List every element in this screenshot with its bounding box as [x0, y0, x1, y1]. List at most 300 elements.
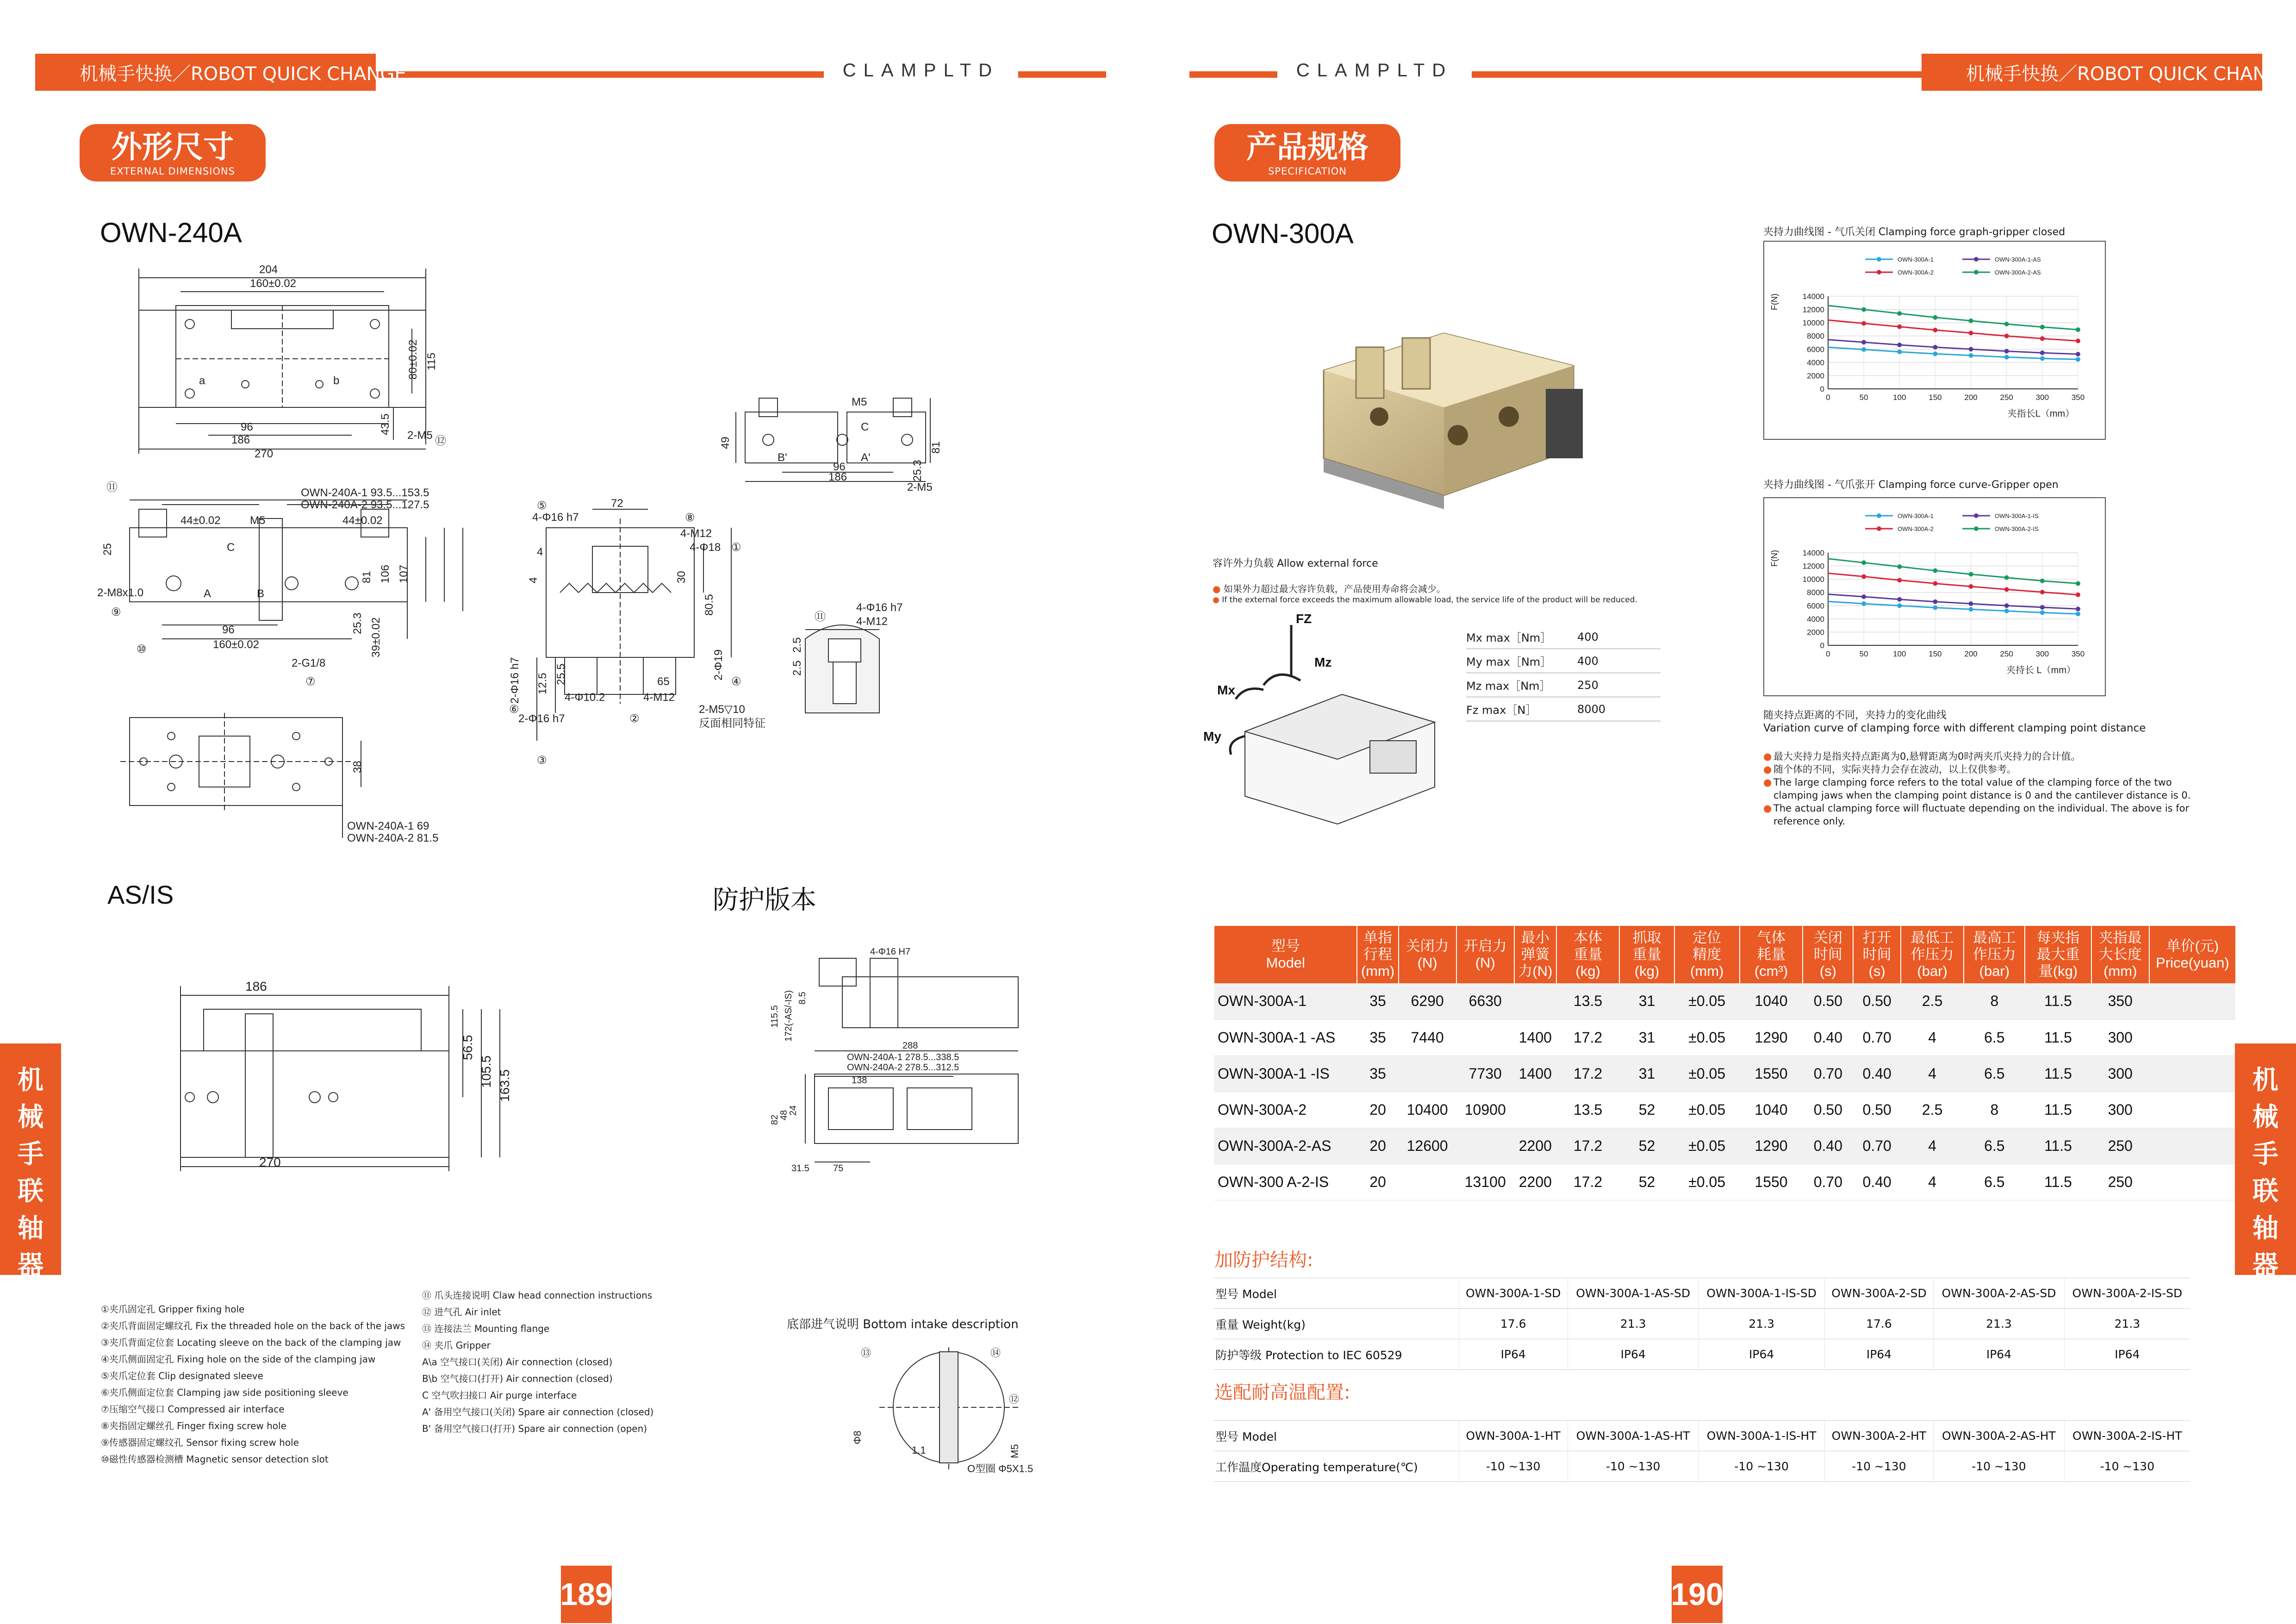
table-cell: OWN-300A-2-HT [1824, 1421, 1933, 1451]
table-cell: 工作温度Operating temperature(℃) [1213, 1451, 1459, 1482]
svg-text:39±0.02: 39±0.02 [370, 617, 382, 657]
chart-gripper-closed [1763, 241, 2106, 440]
data-point [1969, 584, 1973, 589]
data-point [2076, 606, 2080, 611]
spec-header-line: (s) [1819, 963, 1836, 979]
legend-item: ⑬ 连接法兰 Mounting flange [422, 1323, 550, 1334]
spec-header-cell [1901, 926, 1964, 983]
svg-text:204: 204 [259, 263, 278, 276]
spec-cell: 1400 [1514, 1019, 1556, 1056]
svg-text:⑪: ⑪ [815, 611, 826, 623]
svg-text:43.5: 43.5 [379, 413, 392, 435]
spec-header-line: 打开 [1862, 930, 1892, 946]
bottom-intake-title: 底部进气说明 Bottom intake description [787, 1318, 1019, 1331]
x-tick-label: 300 [2035, 393, 2049, 402]
svg-text:56.5: 56.5 [460, 1035, 475, 1060]
spec-header-cell [1456, 926, 1514, 983]
table-cell: OWN-300A-2-AS-SD [1934, 1278, 2065, 1309]
protection-title: 加防护结构: [1214, 1249, 1313, 1271]
svg-text:25.3: 25.3 [351, 612, 364, 634]
spec-cell: 0.50 [1803, 983, 1853, 1019]
force-row [1466, 673, 1661, 697]
legend-item: A' 备用空气接口(关闭) Spare air connection (closed) [422, 1406, 654, 1418]
table-cell: -10 ~130 [1824, 1451, 1933, 1482]
spec-header-line: 定位 [1692, 930, 1722, 946]
page-number-right: 190 [1672, 1566, 1723, 1623]
data-point [2004, 349, 2009, 354]
high-temp-table [1213, 1420, 2190, 1482]
table-cell: OWN-300A-2-AS-HT [1934, 1421, 2065, 1451]
table-cell: 21.3 [1699, 1309, 1824, 1339]
spec-cell: 2200 [1514, 1164, 1556, 1200]
chart-note-line [1763, 763, 2190, 776]
spec-cell: ±0.05 [1674, 1164, 1740, 1200]
svg-text:81: 81 [361, 571, 373, 583]
svg-text:160±0.02: 160±0.02 [213, 638, 259, 651]
legend-item: ⑥夹爪侧面定位套 Clamping jaw side positioning sleeve [101, 1387, 348, 1398]
spec-cell: 2.5 [1901, 1092, 1964, 1128]
header-tab-right: 机械手快换／ROBOT QUICK CHANGE [1922, 54, 2262, 91]
svg-text:O型圈 Φ5X1.5: O型圈 Φ5X1.5 [967, 1463, 1033, 1474]
svg-text:①: ① [731, 541, 741, 554]
external-force-note-cn-text: 如果外力超过最大容许负载，产品使用寿命将会减少。 [1223, 583, 1446, 594]
svg-text:25.3: 25.3 [911, 460, 924, 481]
spec-header-cell [1964, 926, 2025, 983]
chart-note-line [1763, 776, 2190, 789]
svg-text:⑫: ⑫ [435, 435, 446, 447]
data-point [1933, 568, 1937, 573]
data-point [2076, 352, 2080, 356]
svg-text:25.5: 25.5 [555, 663, 567, 685]
data-point [1861, 347, 1866, 352]
svg-text:160±0.02: 160±0.02 [250, 277, 296, 290]
product-image-gripper [1296, 296, 1601, 509]
svg-text:163.5: 163.5 [498, 1069, 512, 1102]
svg-text:⑤: ⑤ [537, 500, 547, 512]
force-label: Mx max［Nm］ [1466, 631, 1552, 644]
section-pill-left-title: 外形尺寸 [112, 129, 234, 165]
legend-item: ①夹爪固定孔 Gripper fixing hole [101, 1304, 245, 1315]
data-point [2040, 336, 2045, 341]
svg-text:2-M8x1.0: 2-M8x1.0 [97, 587, 144, 599]
spec-header-line: 气体 [1756, 930, 1786, 946]
legend-item: ⑫ 进气孔 Air inlet [422, 1306, 501, 1318]
spec-cell: 7730 [1456, 1056, 1514, 1092]
spec-header-cell [2149, 926, 2235, 983]
y-tick-label: 6000 [1807, 601, 1824, 611]
spec-header-line: 时间 [1813, 946, 1842, 962]
svg-text:②: ② [629, 712, 640, 725]
spec-cell: 13.5 [1556, 1092, 1620, 1128]
spec-header-line: 作压力 [1972, 946, 2016, 962]
legend-marker [1974, 257, 1979, 262]
spec-cell: 17.2 [1556, 1056, 1620, 1092]
svg-text:106: 106 [379, 564, 392, 583]
high-temp-title: 选配耐高温配置: [1214, 1382, 1350, 1403]
spec-header-line: (kg) [1575, 963, 1600, 979]
spec-cell: 35 [1357, 1056, 1398, 1092]
data-point [2040, 590, 2045, 594]
side-tab-right-label: 机械手联轴器 [2252, 1065, 2278, 1280]
table-cell: 21.3 [2064, 1309, 2190, 1339]
data-point [1933, 345, 1937, 350]
table-cell: OWN-300A-2-IS-HT [2064, 1421, 2190, 1451]
x-tick-label: 200 [1964, 650, 1978, 658]
svg-text:44±0.02: 44±0.02 [180, 514, 221, 527]
y-tick-label: 2000 [1807, 371, 1824, 381]
spec-cell: 11.5 [2025, 1019, 2091, 1056]
force-label: Mz max［Nm］ [1466, 680, 1551, 693]
dimension-drawings-owh240 [93, 259, 942, 861]
x-tick-label: 300 [2035, 650, 2049, 658]
data-point [1897, 325, 1902, 329]
svg-text:4-Φ10.2: 4-Φ10.2 [565, 691, 605, 704]
y-tick-label: 0 [1820, 641, 1824, 650]
spec-cell [1399, 1164, 1456, 1200]
external-force-diagram [1203, 611, 1444, 824]
spec-cell: 10900 [1456, 1092, 1514, 1128]
spec-header-cell [1853, 926, 1900, 983]
table-cell: IP64 [1568, 1339, 1699, 1370]
spec-header-line: 单指 [1363, 930, 1392, 946]
force-label: My max［Nm］ [1466, 656, 1552, 668]
data-point [2040, 579, 2045, 583]
x-axis-label: 夹指长L（mm） [2007, 409, 2075, 419]
svg-text:4-Φ16 H7: 4-Φ16 H7 [870, 947, 911, 957]
svg-text:2-M5▽10: 2-M5▽10 [699, 703, 745, 716]
spec-row [1214, 1056, 2235, 1092]
spec-header-line: 行程 [1363, 946, 1392, 962]
data-point [1969, 607, 1973, 612]
data-point [1969, 331, 1973, 335]
data-point [2004, 603, 2009, 608]
axis-fz-label: FZ [1296, 612, 1312, 626]
data-point [1861, 574, 1866, 579]
data-point [1969, 572, 1973, 576]
svg-text:4-Φ16 h7: 4-Φ16 h7 [856, 601, 903, 614]
data-point [1933, 315, 1937, 320]
svg-text:OWN-240A-1 93.5...153.5: OWN-240A-1 93.5...153.5 [301, 487, 429, 499]
chart-note-text: reference only. [1773, 816, 1846, 827]
spec-cell: 52 [1619, 1164, 1674, 1200]
table-cell: 型号 Model [1213, 1278, 1459, 1309]
svg-text:M5: M5 [250, 514, 266, 527]
spec-cell: 20 [1357, 1092, 1398, 1128]
spec-cell: 4 [1901, 1128, 1964, 1164]
spec-cell: 4 [1901, 1056, 1964, 1092]
spec-cell: 6.5 [1964, 1128, 2025, 1164]
data-point [2040, 325, 2045, 329]
spec-header-line: 精度 [1692, 946, 1722, 962]
spec-header-cell [1556, 926, 1620, 983]
spec-cell: 0.40 [1803, 1019, 1853, 1056]
legend-item: ③夹爪背面定位套 Locating sleeve on the back of the clamping jaw [101, 1337, 401, 1348]
legend-marker [1877, 513, 1881, 518]
spec-cell: 11.5 [2025, 1056, 2091, 1092]
svg-text:115: 115 [425, 352, 438, 370]
force-row [1466, 649, 1661, 673]
x-tick-label: 100 [1893, 650, 1906, 658]
spec-header-cell [1514, 926, 1556, 983]
force-value: 250 [1577, 678, 1599, 692]
svg-text:186: 186 [828, 471, 847, 483]
spec-header-line: 时间 [1862, 946, 1892, 962]
svg-text:④: ④ [731, 675, 741, 688]
section-pill-right-subtitle: SPECIFICATION [1268, 166, 1347, 177]
data-point [2076, 593, 2080, 597]
spec-cell: 4 [1901, 1019, 1964, 1056]
svg-text:OWN-240A-2 93.5...127.5: OWN-240A-2 93.5...127.5 [301, 499, 429, 511]
chart-note-line [1763, 802, 2190, 815]
data-point [1933, 600, 1937, 604]
data-point [1897, 343, 1902, 347]
svg-text:4-M12: 4-M12 [643, 691, 675, 704]
spec-cell [2149, 1019, 2235, 1056]
legend-label: OWN-300A-1 [1898, 256, 1934, 263]
svg-text:OWN-240A-1 69: OWN-240A-1 69 [347, 820, 429, 832]
spec-header-line: 重量 [1574, 946, 1603, 962]
data-point [2004, 322, 2009, 326]
y-tick-label: 14000 [1802, 549, 1824, 557]
spec-cell: 2.5 [1901, 983, 1964, 1019]
spec-cell: 0.70 [1853, 1019, 1900, 1056]
spec-header-cell [1357, 926, 1398, 983]
svg-text:2-M5: 2-M5 [907, 481, 933, 493]
table-cell: 21.3 [1934, 1309, 2065, 1339]
spec-row [1214, 1019, 2235, 1056]
bullet-dot: ● [1763, 751, 1772, 762]
spec-cell: 0.70 [1853, 1128, 1900, 1164]
spec-header-line: (cm³) [1754, 963, 1788, 979]
y-tick-label: 4000 [1807, 614, 1824, 624]
spec-cell: 2200 [1514, 1128, 1556, 1164]
spec-cell [1399, 1056, 1456, 1092]
spec-cell: 1040 [1740, 983, 1803, 1019]
section-pill-left-subtitle: EXTERNAL DIMENSIONS [110, 166, 235, 177]
svg-text:288: 288 [902, 1041, 918, 1051]
brand-left: CLAMPLTD [842, 60, 1000, 81]
section-pill-right-title: 产品规格 [1246, 129, 1369, 165]
spec-cell: OWN-300A-1 [1214, 983, 1357, 1019]
spec-cell: ±0.05 [1674, 1019, 1740, 1056]
spec-cell [2149, 1056, 2235, 1092]
spec-cell: 1400 [1514, 1056, 1556, 1092]
legend-item: ④夹爪侧面固定孔 Fixing hole on the side of the clamping jaw [101, 1354, 376, 1365]
data-point [1861, 560, 1866, 565]
spec-cell: 6.5 [1964, 1164, 2025, 1200]
spec-cell: 17.2 [1556, 1128, 1620, 1164]
data-point [2076, 581, 2080, 586]
y-tick-label: 10000 [1802, 575, 1824, 584]
spec-header-line: (mm) [1361, 963, 1395, 979]
x-axis-label: 夹持长 L（mm） [2006, 665, 2076, 675]
chart-notes-title-en: Variation curve of clamping force with different clamping point distance [1763, 722, 2146, 734]
svg-text:270: 270 [259, 1155, 281, 1169]
legend-label: OWN-300A-2 [1898, 525, 1934, 532]
x-tick-label: 50 [1859, 393, 1868, 402]
table-cell: 17.6 [1824, 1309, 1933, 1339]
force-value: 8000 [1577, 702, 1606, 716]
external-force-note-en-text: If the external force exceeds the maximum allowable load, the service life of the product will be reduced. [1222, 595, 1637, 605]
data-point [1897, 564, 1902, 569]
table-cell: OWN-300A-1-AS-HT [1568, 1421, 1699, 1451]
section-pill-right [1214, 124, 1400, 181]
side-tab-left [0, 1043, 61, 1280]
spec-header-line: 抓取 [1632, 930, 1661, 946]
legend-marker [1974, 513, 1979, 518]
chart-notes-title-cn: 随夹持点距离的不同，夹持力的变化曲线 [1763, 710, 1947, 721]
spec-cell: 0.70 [1803, 1164, 1853, 1200]
spec-cell: 250 [2091, 1164, 2149, 1200]
spec-header-line: 作压力 [1910, 946, 1954, 962]
legend-label: OWN-300A-2-AS [1995, 269, 2041, 276]
chart-open-title: 夹持力曲线图 - 气爪张开 Clamping force curve-Gripper open [1763, 479, 2059, 491]
data-point [2004, 609, 2009, 613]
legend-item: ⑩磁性传感器检测槽 Magnetic sensor detection slot [101, 1454, 329, 1465]
table-row [1213, 1421, 2190, 1451]
spec-cell: 11.5 [2025, 983, 2091, 1019]
table-cell: 21.3 [1568, 1309, 1699, 1339]
chart-gripper-open [1763, 497, 2106, 696]
svg-text:49: 49 [719, 437, 732, 449]
svg-text:2-G1/8: 2-G1/8 [292, 657, 326, 669]
svg-text:2.5: 2.5 [791, 637, 803, 653]
spec-cell: 31 [1619, 983, 1674, 1019]
spec-cell: 0.40 [1853, 1056, 1900, 1092]
spec-header-cell [2025, 926, 2091, 983]
spec-header-line: 重量 [1632, 946, 1661, 962]
svg-text:B: B [257, 587, 265, 600]
svg-text:⑧: ⑧ [685, 512, 695, 524]
chart-notes-bullets [1763, 750, 2190, 828]
spec-cell: ±0.05 [1674, 983, 1740, 1019]
data-point [2004, 355, 2009, 359]
table-cell: -10 ~130 [1459, 1451, 1568, 1482]
spec-cell: 20 [1357, 1164, 1398, 1200]
svg-text:b: b [333, 375, 340, 387]
table-row [1213, 1278, 2190, 1309]
x-tick-label: 350 [2071, 393, 2085, 402]
spec-cell: 10400 [1399, 1092, 1456, 1128]
spec-header-line: 夹指最 [2098, 930, 2142, 946]
spec-header-line: (N) [1475, 955, 1495, 971]
svg-text:48: 48 [779, 1110, 789, 1120]
table-cell: -10 ~130 [1699, 1451, 1824, 1482]
spec-cell: ±0.05 [1674, 1056, 1740, 1092]
spec-row [1214, 1164, 2235, 1200]
svg-text:44±0.02: 44±0.02 [342, 514, 383, 527]
legend-marker [1974, 526, 1979, 531]
table-row [1213, 1451, 2190, 1482]
spec-header-line: 最大重 [2036, 946, 2080, 962]
data-point [1897, 311, 1902, 316]
legend-item: ⑤夹爪定位套 Clip designated sleeve [101, 1370, 263, 1381]
data-point [2040, 610, 2045, 615]
external-force-title: 容许外力负载 Allow external force [1213, 558, 1378, 569]
chart-note-text: clamping jaws when the clamping point distance is 0 and the cantilever distance is 0. [1773, 790, 2191, 801]
spec-cell: 13100 [1456, 1164, 1514, 1200]
spec-cell: 8 [1964, 1092, 2025, 1128]
spec-header-line: Model [1266, 955, 1305, 971]
spec-header-line: 最低工 [1910, 930, 1954, 946]
legend-label: OWN-300A-1 [1898, 512, 1934, 519]
spec-cell: 0.50 [1853, 983, 1900, 1019]
data-point [2004, 334, 2009, 338]
force-label: Fz max［N］ [1466, 704, 1537, 717]
svg-text:12.5: 12.5 [536, 673, 549, 694]
legend-item: ⑦压缩空气接口 Compressed air interface [101, 1404, 285, 1415]
svg-text:⑥: ⑥ [509, 703, 519, 716]
bullet-dot: ● [1763, 764, 1772, 775]
spec-header-line: (kg) [1634, 963, 1660, 979]
svg-text:A': A' [861, 451, 871, 464]
legend-marker [1974, 270, 1979, 275]
spec-cell: 11.5 [2025, 1164, 2091, 1200]
legend-marker [1877, 257, 1881, 262]
spec-cell: 11.5 [2025, 1092, 2091, 1128]
spec-cell: 6.5 [1964, 1019, 2025, 1056]
table-row [1213, 1339, 2190, 1370]
data-point [1861, 321, 1866, 326]
table-cell: OWN-300A-1-IS-SD [1699, 1278, 1824, 1309]
spec-header-line: (mm) [2103, 963, 2137, 979]
axis-mz-label: Mz [1314, 655, 1332, 669]
svg-text:105.5: 105.5 [479, 1055, 493, 1088]
svg-text:31.5: 31.5 [791, 1163, 809, 1174]
spec-table [1213, 926, 2235, 1200]
spec-cell [2149, 1128, 2235, 1164]
spec-header-cell [1674, 926, 1740, 983]
spec-cell: 6630 [1456, 983, 1514, 1019]
data-point [2040, 356, 2045, 361]
spec-cell [1514, 983, 1556, 1019]
data-point [2040, 605, 2045, 610]
table-cell: -10 ~130 [2064, 1451, 2190, 1482]
x-tick-label: 250 [2000, 393, 2013, 402]
legend-item: ⑨传感器固定螺纹孔 Sensor fixing screw hole [101, 1437, 299, 1448]
spec-cell [2149, 1092, 2235, 1128]
svg-text:⑨: ⑨ [111, 606, 121, 618]
spec-cell: OWN-300A-1 -AS [1214, 1019, 1357, 1056]
spec-cell: ±0.05 [1674, 1128, 1740, 1164]
svg-text:C: C [227, 541, 235, 554]
chart-note-text: 最大夹持力是指夹持点距离为0,悬臂距离为0时两夹爪夹持力的合计值。 [1773, 751, 2081, 762]
spec-header-line: 开启力 [1463, 938, 1507, 954]
svg-text:OWN-240A-2 81.5: OWN-240A-2 81.5 [347, 832, 439, 844]
svg-text:81: 81 [930, 441, 942, 454]
page-number-left: 189 [561, 1566, 612, 1623]
svg-text:25: 25 [101, 543, 114, 556]
spec-header-line: 关闭 [1813, 930, 1842, 946]
table-cell: OWN-300A-2-SD [1824, 1278, 1933, 1309]
svg-text:⑦: ⑦ [305, 675, 316, 688]
svg-text:96: 96 [241, 421, 253, 433]
header-tab-left: 机械手快换／ROBOT QUICK CHANGE [35, 54, 376, 91]
asis-title: AS/IS [107, 880, 174, 909]
spec-header-line: 最高工 [1972, 930, 2016, 946]
axis-my-label: My [1203, 729, 1221, 743]
svg-text:Φ8: Φ8 [852, 1430, 863, 1444]
spec-row [1214, 1092, 2235, 1128]
svg-text:2-M5: 2-M5 [407, 429, 433, 442]
svg-text:4: 4 [527, 577, 540, 583]
y-tick-label: 12000 [1802, 562, 1824, 571]
svg-text:C: C [861, 421, 869, 433]
x-tick-label: 250 [2000, 650, 2013, 658]
header-rule-left-b [1018, 71, 1106, 78]
spec-cell: 8 [1964, 983, 2025, 1019]
x-tick-label: 50 [1859, 650, 1868, 658]
